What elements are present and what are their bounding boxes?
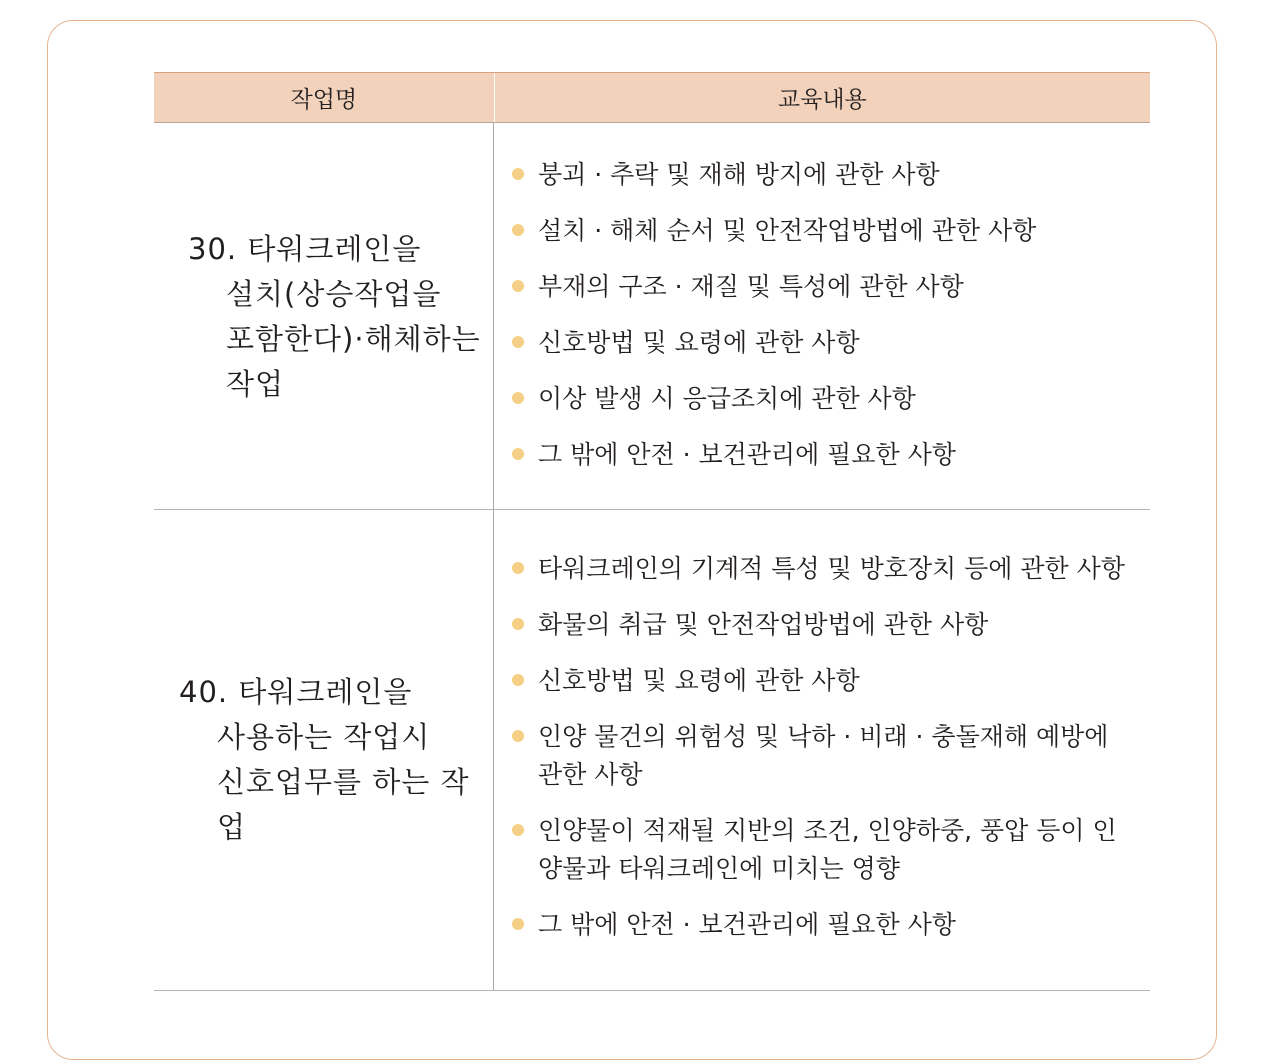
list-item: [512, 550, 1140, 588]
task-name-line: 포함한다)·해체하는: [226, 322, 481, 356]
content-cell: [494, 510, 1150, 990]
list-item: [512, 812, 1140, 888]
bullet-dot-icon: [512, 674, 524, 686]
content-list: [512, 550, 1140, 962]
task-name-line: 30. 타워크레인을: [188, 232, 422, 266]
bullet-dot-icon: [512, 280, 524, 292]
list-item: [512, 212, 1140, 250]
list-item: [512, 606, 1140, 644]
header-education-content: 교육내용: [777, 87, 867, 113]
list-item: [512, 718, 1140, 794]
bullet-dot-icon: [512, 562, 524, 574]
table-row: [154, 123, 1150, 510]
task-cell: [154, 123, 494, 509]
bullet-dot-icon: [512, 336, 524, 348]
list-item: [512, 268, 1140, 306]
bullet-dot-icon: [512, 224, 524, 236]
task-name-line: 설치(상승작업을: [226, 277, 442, 311]
task-cell: [154, 510, 494, 990]
list-item-text: 부재의 구조 · 재질 및 특성에 관한 사항: [538, 272, 964, 301]
list-item-text: 인양물이 적재될 지반의 조건, 인양하중, 풍압 등이 인양물과 타워크레인에 미치는 영향: [538, 816, 1117, 883]
education-table: [154, 72, 1150, 991]
list-item: [512, 156, 1140, 194]
list-item-text: 인양 물건의 위험성 및 낙하 · 비래 · 충돌재해 예방에 관한 사항: [538, 722, 1109, 789]
list-item-text: 이상 발생 시 응급조치에 관한 사항: [538, 384, 916, 413]
list-item-text: 신호방법 및 요령에 관한 사항: [538, 328, 860, 357]
list-item-text: 타워크레인의 기계적 특성 및 방호장치 등에 관한 사항: [538, 554, 1125, 583]
bullet-dot-icon: [512, 392, 524, 404]
list-item: [512, 324, 1140, 362]
task-name: [179, 670, 493, 850]
task-name: [188, 227, 481, 407]
task-name-line: 40. 타워크레인을: [179, 675, 413, 709]
task-name-line: 신호업무를 하는 작업: [217, 765, 470, 844]
content-cell: [494, 123, 1150, 509]
list-item-text: 그 밖에 안전 · 보건관리에 필요한 사항: [538, 440, 956, 469]
list-item: [512, 906, 1140, 944]
bullet-dot-icon: [512, 168, 524, 180]
bullet-dot-icon: [512, 618, 524, 630]
list-item-text: 붕괴 · 추락 및 재해 방지에 관한 사항: [538, 160, 940, 189]
list-item: [512, 662, 1140, 700]
bullet-dot-icon: [512, 448, 524, 460]
list-item: [512, 436, 1140, 474]
task-name-line: 사용하는 작업시: [217, 720, 431, 754]
task-name-line: 작업: [226, 367, 285, 401]
content-list: [512, 156, 1140, 492]
header-task-name: 작업명: [154, 73, 495, 122]
list-item-text: 신호방법 및 요령에 관한 사항: [538, 666, 860, 695]
table-row: [154, 510, 1150, 991]
list-item-text: 설치 · 해체 순서 및 안전작업방법에 관한 사항: [538, 216, 1037, 245]
bullet-dot-icon: [512, 730, 524, 742]
list-item: [512, 380, 1140, 418]
table-header-row: [154, 72, 1150, 123]
bullet-dot-icon: [512, 918, 524, 930]
list-item-text: 그 밖에 안전 · 보건관리에 필요한 사항: [538, 910, 956, 939]
bullet-dot-icon: [512, 824, 524, 836]
list-item-text: 화물의 취급 및 안전작업방법에 관한 사항: [538, 610, 989, 639]
